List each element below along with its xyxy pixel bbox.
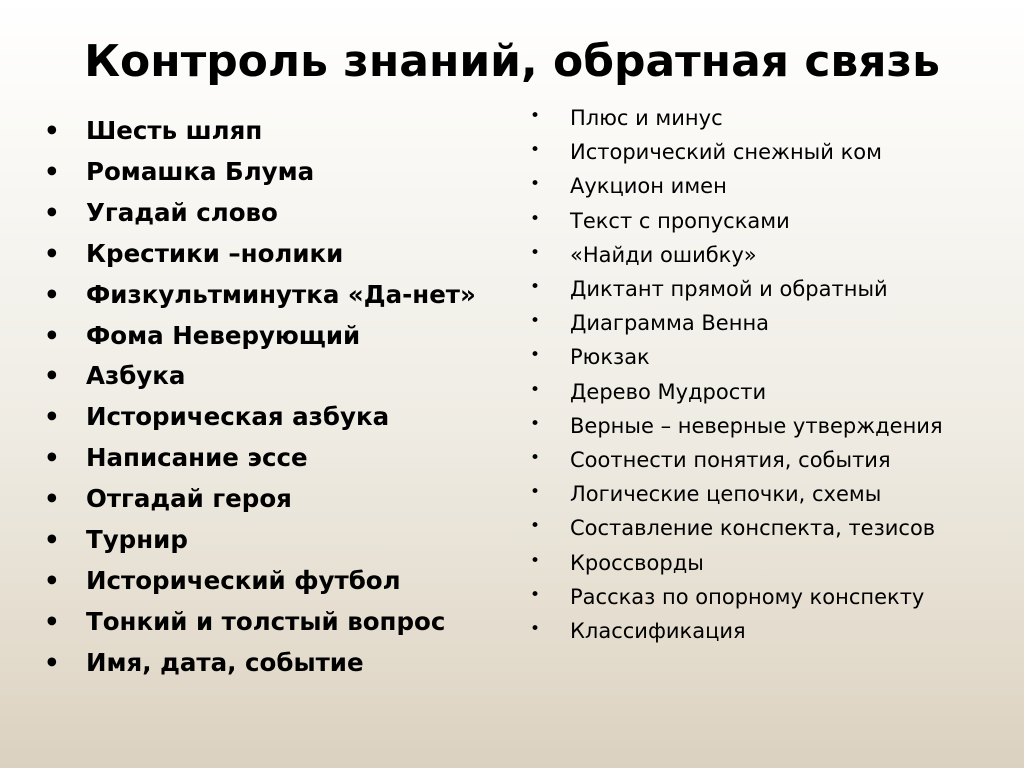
list-item	[522, 204, 943, 238]
list-item-text: Текст с пропусками	[570, 208, 790, 233]
list-item-text: Верные – неверные утверждения	[570, 413, 943, 438]
list-item-text: Дерево Мудрости	[570, 379, 767, 404]
bullet-icon: •	[44, 565, 60, 595]
bullet-icon: •	[44, 156, 60, 186]
bullet-icon: •	[530, 413, 541, 434]
list-item-text: Азбука	[86, 361, 186, 391]
list-item	[40, 234, 476, 275]
list-item	[40, 152, 476, 193]
list-item-text: Рассказ по опорному конспекту	[570, 584, 925, 609]
bullet-icon: •	[530, 482, 541, 503]
bullet-icon: •	[44, 197, 60, 227]
list-item	[40, 643, 476, 684]
list-item-text: Кроссворды	[570, 550, 704, 575]
list-item-text: Физкультминутка «Да-нет»	[86, 279, 476, 309]
bullet-icon: •	[44, 606, 60, 636]
bullet-icon: •	[44, 402, 60, 432]
list-item	[40, 356, 476, 397]
list-item	[40, 397, 476, 438]
list-item-text: Крестики –нолики	[86, 238, 344, 268]
bullet-icon: •	[530, 208, 541, 229]
bullet-icon: •	[530, 277, 541, 298]
list-item	[522, 375, 943, 409]
list-item-text: Рюкзак	[570, 345, 650, 370]
list-item-text: Отгадай героя	[86, 484, 292, 514]
list-item	[40, 193, 476, 234]
bullet-icon: •	[530, 242, 541, 263]
list-item-text: «Найди ошибку»	[570, 242, 757, 267]
list-item	[522, 272, 943, 306]
list-item-text: Написание эссе	[86, 443, 308, 473]
list-item	[522, 409, 943, 443]
list-item	[40, 438, 476, 479]
list-item	[40, 520, 476, 561]
list-item	[522, 477, 943, 511]
right-bullet-list	[522, 101, 943, 648]
list-item-text: Угадай слово	[86, 197, 278, 227]
list-item-text: Исторический футбол	[86, 565, 401, 595]
bullet-icon: •	[44, 443, 60, 473]
list-item	[522, 443, 943, 477]
bullet-icon: •	[44, 320, 60, 350]
list-item-text: Турнир	[86, 525, 188, 555]
list-item-text: Диаграмма Венна	[570, 311, 770, 336]
bullet-icon: •	[530, 345, 541, 366]
list-item-text: Историческая азбука	[86, 402, 390, 432]
bullet-icon: •	[530, 448, 541, 469]
bullet-icon: •	[44, 238, 60, 268]
bullet-icon: •	[44, 361, 60, 391]
bullet-icon: •	[530, 140, 541, 161]
list-item	[522, 546, 943, 580]
bullet-icon: •	[530, 516, 541, 537]
list-item-text: Фома Неверующий	[86, 320, 361, 350]
list-item-text: Ромашка Блума	[86, 156, 315, 186]
bullet-icon: •	[530, 619, 541, 640]
list-item-text: Логические цепочки, схемы	[570, 482, 882, 507]
list-item-text: Классификация	[570, 619, 746, 644]
left-bullet-list	[40, 111, 476, 684]
list-item-text: Имя, дата, событие	[86, 647, 364, 677]
list-item	[40, 111, 476, 152]
list-item-text: Аукцион имен	[570, 174, 727, 199]
bullet-icon: •	[44, 525, 60, 555]
list-item	[522, 306, 943, 340]
list-item-text: Исторический снежный ком	[570, 140, 882, 165]
bullet-icon: •	[530, 174, 541, 195]
list-item	[522, 614, 943, 648]
list-item	[522, 135, 943, 169]
list-item	[40, 561, 476, 602]
list-item	[40, 316, 476, 357]
bullet-icon: •	[530, 379, 541, 400]
bullet-icon: •	[44, 647, 60, 677]
list-item	[40, 479, 476, 520]
bullet-icon: •	[530, 106, 541, 126]
bullet-icon: •	[530, 584, 541, 605]
slide-title: Контроль знаний, обратная связь	[84, 36, 940, 87]
list-item-text: Тонкий и толстый вопрос	[86, 606, 446, 636]
list-item	[40, 275, 476, 316]
list-item-text: Плюс и минус	[570, 106, 723, 130]
list-item	[522, 340, 943, 374]
bullet-icon: •	[530, 311, 541, 332]
bullet-icon: •	[44, 484, 60, 514]
bullet-icon: •	[530, 550, 541, 571]
list-item-text: Соотнести понятия, события	[570, 448, 891, 473]
list-item-text: Составление конспекта, тезисов	[570, 516, 936, 541]
list-item	[522, 101, 943, 135]
list-item-text: Диктант прямой и обратный	[570, 277, 888, 302]
list-item-text: Шесть шляп	[86, 116, 263, 145]
bullet-icon: •	[44, 116, 60, 145]
bullet-icon: •	[44, 279, 60, 309]
list-item	[522, 580, 943, 614]
list-item	[522, 511, 943, 545]
list-item	[40, 602, 476, 643]
list-item	[522, 238, 943, 272]
list-item	[522, 169, 943, 203]
